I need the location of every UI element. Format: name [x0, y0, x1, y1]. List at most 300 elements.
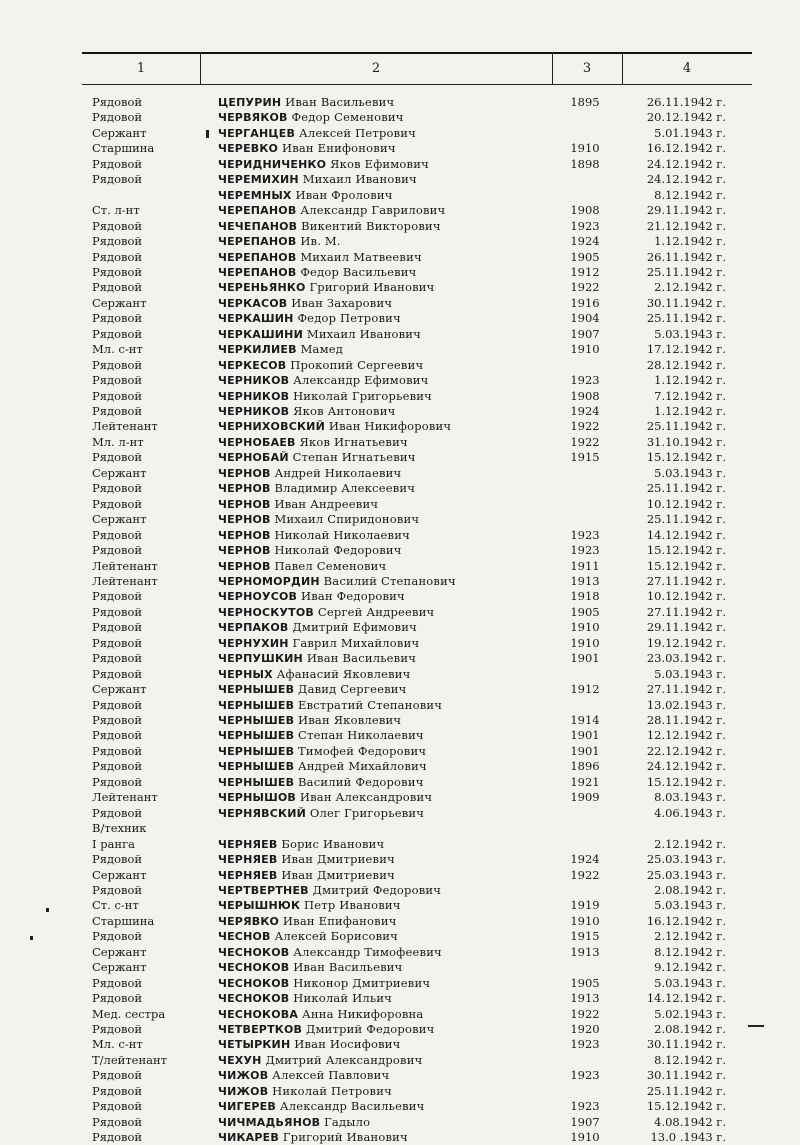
rank-cell: Рядовой: [92, 388, 143, 403]
name-cell: [218, 698, 558, 713]
given-names: Николай Николаевич: [274, 527, 410, 542]
rank-cell: Рядовой: [92, 1068, 143, 1083]
name-cell: [218, 234, 558, 249]
surname: ЧИЖОВ: [218, 1069, 269, 1083]
name-cell: [218, 419, 558, 434]
given-names: Василий Степанович: [323, 573, 456, 588]
given-names: Алексей Петрович: [298, 125, 416, 140]
birth-year-cell: 1907: [570, 326, 600, 341]
surname: ЧЕРНОМОРДИН: [218, 574, 320, 588]
birth-year-cell: 1916: [570, 295, 600, 310]
death-date-cell: 21.12.1942 г.: [646, 218, 726, 233]
given-names: Алексей Павлович: [272, 1068, 390, 1083]
name-cell: [218, 728, 558, 743]
birth-year-cell: 1907: [570, 1114, 600, 1129]
death-date-cell: 20.12.1942 г.: [646, 110, 726, 125]
rank-cell: Рядовой: [92, 481, 143, 496]
name-cell: [218, 868, 558, 883]
given-names: Андрей Николаевич: [274, 465, 402, 480]
surname: ЧЕРЫШНЮК: [218, 899, 301, 913]
name-cell: [218, 311, 558, 326]
rank-cell: Рядовой: [92, 805, 143, 820]
death-date-cell: 13.02.1943 г.: [646, 697, 726, 712]
rank-cell: Ст. с-нт: [92, 898, 139, 913]
death-date-cell: 27.11.1942 г.: [646, 573, 726, 588]
rank-cell: Рядовой: [92, 1022, 143, 1036]
name-cell: [218, 759, 558, 774]
given-names: Ив. М.: [300, 234, 341, 249]
surname: ЧЕРНУХИН: [218, 636, 289, 650]
surname: ЧИКАРЕВ: [218, 1131, 279, 1145]
rank-cell: Рядовой: [92, 759, 143, 774]
given-names: Давид Сергеевич: [298, 682, 407, 697]
surname: ЧЕРНОВ: [218, 497, 271, 511]
table-row: [0, 682, 800, 697]
death-date-cell: 14.12.1942 г.: [646, 991, 726, 1006]
table-row: [0, 126, 800, 141]
death-date-cell: 31.10.1942 г.: [646, 434, 726, 449]
name-cell: [218, 898, 558, 913]
birth-year-cell: 1923: [570, 373, 600, 388]
name-cell: [218, 265, 558, 280]
death-date-cell: 25.11.1942 г.: [646, 419, 726, 434]
table-row: [0, 296, 800, 311]
rank-cell: Рядовой: [92, 651, 143, 666]
birth-year-cell: 1922: [570, 280, 600, 295]
rank-cell: Ст. л-нт: [92, 203, 140, 218]
rank-cell: Сержант: [92, 944, 147, 959]
name-cell: [218, 667, 558, 682]
death-date-cell: 26.11.1942 г.: [646, 95, 726, 109]
rank-cell: Рядовой: [92, 882, 143, 897]
given-names: Иван Васильевич: [306, 651, 417, 666]
death-date-cell: 15.12.1942 г.: [646, 1099, 726, 1114]
death-date-cell: 24.12.1942 г.: [646, 156, 726, 171]
rank-cell: Рядовой: [92, 264, 143, 279]
death-date-cell: 25.03.1943 г.: [646, 852, 726, 867]
table-row: [0, 172, 800, 187]
death-date-cell: 24.12.1942 г.: [646, 759, 726, 774]
surname: ЧЕРТВЕРТНЕВ: [218, 883, 309, 897]
name-cell: [218, 713, 558, 728]
name-cell: [218, 389, 558, 404]
birth-year-cell: 1922: [570, 1006, 600, 1021]
rank-cell: Сержант: [92, 867, 147, 882]
table-row: [0, 219, 800, 234]
birth-year-cell: 1910: [570, 1130, 600, 1145]
given-names: Дмитрий Ефимович: [292, 620, 417, 635]
death-date-cell: 2.08.1942 г.: [654, 1022, 726, 1036]
birth-year-cell: 1913: [570, 573, 600, 588]
table-row: [0, 342, 800, 357]
given-names: Иван Дмитриевич: [281, 852, 395, 867]
table-row: [0, 806, 800, 821]
death-date-cell: 30.11.1942 г.: [646, 295, 726, 310]
surname: ЧЕРНЯВСКИЙ: [218, 806, 307, 820]
rank-cell: Рядовой: [92, 218, 143, 233]
name-cell: [218, 528, 558, 543]
surname: ЧЕСНОКОВ: [218, 976, 290, 990]
table-row: [0, 821, 800, 836]
name-cell: [218, 450, 558, 465]
rank-cell: Рядовой: [92, 404, 143, 418]
name-cell: [218, 358, 558, 373]
table-row: [0, 141, 800, 156]
death-date-cell: 1.12.1942 г.: [654, 404, 726, 418]
death-date-cell: 2.12.1942 г.: [654, 280, 726, 295]
table-row: [0, 95, 800, 110]
surname: ЧЕРЯВКО: [218, 914, 280, 928]
given-names: Евстратий Степанович: [298, 697, 443, 712]
table-row: [0, 589, 800, 604]
given-names: Иван Дмитриевич: [281, 867, 395, 882]
death-date-cell: 8.12.1942 г.: [654, 187, 726, 202]
table-row: [0, 435, 800, 450]
table-row: [0, 1115, 800, 1130]
name-cell: [218, 95, 558, 110]
death-date-cell: 5.03.1943 г.: [654, 326, 726, 341]
table-header: [82, 54, 752, 85]
surname: ЧЕСНОКОВА: [218, 1007, 299, 1021]
surname: ЧЕРНЫШЕВ: [218, 683, 295, 697]
name-cell: [218, 250, 558, 265]
rank-cell: Рядовой: [92, 774, 143, 789]
table-row: [0, 419, 800, 434]
name-cell: [218, 620, 558, 635]
birth-year-cell: 1912: [570, 682, 600, 697]
given-names: Михаил Спиридонович: [274, 512, 420, 527]
death-date-cell: 25.11.1942 г.: [646, 264, 726, 279]
given-names: Иван Андреевич: [274, 496, 379, 511]
death-date-cell: 25.11.1942 г.: [646, 311, 726, 326]
birth-year-cell: 1908: [570, 388, 600, 403]
name-cell: [218, 126, 558, 141]
name-cell: [218, 605, 558, 620]
surname: ЧЕРКАСОВ: [218, 296, 288, 310]
given-names: Афанасий Яковлевич: [276, 666, 411, 681]
death-date-cell: 16.12.1942 г.: [646, 141, 726, 156]
rank-cell: Рядовой: [92, 1114, 143, 1129]
death-date-cell: 27.11.1942 г.: [646, 682, 726, 697]
rank-cell: Рядовой: [92, 110, 143, 125]
rank-cell: Рядовой: [92, 666, 143, 681]
table-row: [0, 404, 800, 419]
ink-mark: [46, 908, 49, 912]
death-date-cell: 19.12.1942 г.: [646, 635, 726, 650]
death-date-cell: 4.06.1943 г.: [654, 805, 726, 820]
given-names: Владимир Алексеевич: [274, 481, 416, 496]
rank-cell: Старшина: [92, 913, 155, 928]
name-cell: [218, 280, 558, 295]
surname: ЧЕРНЫШЕВ: [218, 760, 295, 774]
ink-mark: [30, 936, 33, 940]
name-cell: [218, 589, 558, 604]
rank-cell: Рядовой: [92, 543, 143, 558]
given-names: Алексей Борисович: [274, 929, 398, 944]
surname: ЧЕРЕВКО: [218, 142, 279, 156]
table-row: [0, 203, 800, 218]
rank-cell: Рядовой: [92, 1130, 143, 1145]
rank-cell: Рядовой: [92, 156, 143, 171]
rank-cell: Рядовой: [92, 234, 143, 249]
rank-cell: Лейтенант: [92, 573, 158, 588]
surname: ЧЕРЕМИХИН: [218, 173, 299, 187]
surname: ЧЕРЕПАНОВ: [218, 204, 297, 218]
rank-cell: Рядовой: [92, 604, 143, 619]
table-row: [0, 837, 800, 852]
rank-cell: Сержант: [92, 125, 147, 140]
table-row: [0, 868, 800, 883]
table-row: [0, 1130, 800, 1145]
given-names: Федор Васильевич: [300, 264, 417, 279]
name-cell: [218, 976, 558, 991]
death-date-cell: 5.03.1943 г.: [654, 666, 726, 681]
given-names: Андрей Михайлович: [298, 759, 427, 774]
given-names: Григорий Иванович: [309, 280, 435, 295]
rank-cell: Рядовой: [92, 697, 143, 712]
death-date-cell: 5.02.1943 г.: [654, 1006, 726, 1021]
surname: ЧЕРНЫШЕВ: [218, 775, 295, 789]
header-col-4: 4: [682, 61, 692, 76]
surname: ЧЕРПУШКИН: [218, 652, 303, 666]
rank-cell: Мл. с-нт: [92, 342, 143, 357]
given-names: Дмитрий Федорович: [312, 882, 442, 897]
given-names: Олег Григорьевич: [309, 805, 425, 820]
surname: ЧЕРЕНЬЯНКО: [218, 281, 306, 295]
birth-year-cell: 1923: [570, 543, 600, 558]
table-row: [0, 713, 800, 728]
surname: ЧЕРНЫШЕВ: [218, 698, 295, 712]
surname: ЧЕРНОВ: [218, 528, 271, 542]
table-row: [0, 698, 800, 713]
death-date-cell: 22.12.1942 г.: [646, 743, 726, 758]
birth-year-cell: 1923: [570, 218, 600, 233]
table-row: [0, 790, 800, 805]
table-row: [0, 960, 800, 975]
table-row: [0, 914, 800, 929]
birth-year-cell: 1920: [570, 1022, 600, 1036]
name-cell: [218, 559, 558, 574]
rank-cell: Рядовой: [92, 852, 143, 867]
death-date-cell: 13.0 .1943 г.: [650, 1130, 726, 1145]
name-cell: [218, 296, 558, 311]
surname: ЧЕРПАКОВ: [218, 621, 289, 635]
name-cell: [218, 883, 558, 898]
birth-year-cell: 1913: [570, 944, 600, 959]
birth-year-cell: 1922: [570, 434, 600, 449]
given-names: Иван Захарович: [291, 295, 393, 310]
rank-cell: Рядовой: [92, 975, 143, 990]
death-date-cell: 28.11.1942 г.: [646, 713, 726, 727]
name-cell: [218, 543, 558, 558]
surname: ЧЕРНЫХ: [218, 667, 273, 681]
birth-year-cell: 1922: [570, 419, 600, 434]
rank-cell: Старшина: [92, 141, 155, 156]
ink-mark: [206, 130, 209, 138]
table-row: [0, 373, 800, 388]
death-date-cell: 4.08.1942 г.: [654, 1114, 726, 1129]
death-date-cell: 8.12.1942 г.: [654, 1052, 726, 1067]
birth-year-cell: 1896: [570, 759, 600, 774]
rank-cell: Лейтенант: [92, 558, 158, 573]
given-names: Михаил Иванович: [302, 172, 417, 187]
birth-year-cell: 1915: [570, 929, 600, 944]
given-names: Иван Александрович: [299, 790, 433, 805]
table-row: [0, 250, 800, 265]
table-row: [0, 481, 800, 496]
name-cell: [218, 852, 558, 867]
surname: ЧЕРНОБАЙ: [218, 451, 289, 465]
surname: ЧЕРКЕСОВ: [218, 358, 287, 372]
table-row: [0, 188, 800, 203]
surname: ЧЕРИДНИЧЕНКО: [218, 157, 327, 171]
rank-cell: Рядовой: [92, 991, 143, 1006]
surname: ЧЕСНОКОВ: [218, 945, 290, 959]
birth-year-cell: 1923: [570, 1068, 600, 1083]
table-row: [0, 976, 800, 991]
birth-year-cell: 1923: [570, 1099, 600, 1114]
birth-year-cell: 1912: [570, 264, 600, 279]
death-date-cell: 15.12.1942 г.: [646, 450, 726, 465]
death-date-cell: 10.12.1942 г.: [646, 589, 726, 604]
rank-cell: Рядовой: [92, 95, 143, 109]
rank-cell: В/техник: [92, 821, 147, 836]
surname: ЧЕСНОКОВ: [218, 992, 290, 1006]
name-cell: [218, 775, 558, 790]
rank-cell: Рядовой: [92, 249, 143, 264]
surname: ЧЕРЕПАНОВ: [218, 265, 297, 279]
name-cell: [218, 1053, 558, 1068]
name-cell: [218, 404, 558, 419]
rank-cell: Рядовой: [92, 326, 143, 341]
name-cell: [218, 1037, 558, 1052]
birth-year-cell: 1911: [570, 558, 600, 573]
rank-cell: Рядовой: [92, 450, 143, 465]
surname: ЧИЖОВ: [218, 1084, 269, 1098]
table-row: [0, 559, 800, 574]
death-date-cell: 2.12.1942 г.: [654, 836, 726, 851]
surname: ЧЕРНЯЕВ: [218, 868, 278, 882]
table-row: [0, 728, 800, 743]
given-names: Никонор Дмитриевич: [293, 975, 431, 990]
surname: ЧЕРКАШИНИ: [218, 327, 303, 341]
table-row: [0, 234, 800, 249]
given-names: Александр Тимофеевич: [293, 944, 442, 959]
given-names: Анна Никифоровна: [301, 1006, 424, 1021]
name-cell: [218, 157, 558, 172]
given-names: Иван Федорович: [300, 589, 405, 604]
death-date-cell: 14.12.1942 г.: [646, 527, 726, 542]
rank-cell: Мл. л-нт: [92, 434, 144, 449]
birth-year-cell: 1905: [570, 249, 600, 264]
name-cell: [218, 636, 558, 651]
birth-year-cell: 1905: [570, 604, 600, 619]
rank-cell: Рядовой: [92, 743, 143, 758]
name-cell: [218, 744, 558, 759]
table-row: [0, 898, 800, 913]
table-row: [0, 1022, 800, 1037]
name-cell: [218, 837, 558, 852]
rank-cell: Сержант: [92, 295, 147, 310]
table-row: [0, 157, 800, 172]
given-names: Гаврил Михайлович: [292, 635, 420, 650]
name-cell: [218, 991, 558, 1006]
death-date-cell: 29.11.1942 г.: [646, 203, 726, 218]
birth-year-cell: 1898: [570, 156, 600, 171]
surname: ЧЕТВЕРТКОВ: [218, 1023, 303, 1036]
table-row: [0, 1099, 800, 1114]
surname: ЧЕРКАШИН: [218, 312, 294, 326]
death-date-cell: 5.03.1943 г.: [654, 975, 726, 990]
given-names: Федор Петрович: [297, 311, 401, 326]
rank-cell: Рядовой: [92, 357, 143, 372]
birth-year-cell: 1908: [570, 203, 600, 218]
rank-cell: Сержант: [92, 682, 147, 697]
surname: ЧЕРНЫШОВ: [218, 791, 296, 805]
table-row: [0, 636, 800, 651]
name-cell: [218, 188, 558, 203]
table-row: [0, 1007, 800, 1022]
rank-cell: Рядовой: [92, 728, 143, 743]
rank-cell: Сержант: [92, 960, 147, 975]
death-date-cell: 26.11.1942 г.: [646, 249, 726, 264]
given-names: Петр Иванович: [304, 898, 401, 913]
given-names: Иван Иосифович: [294, 1037, 401, 1052]
header-col-2: 2: [371, 61, 381, 76]
birth-year-cell: 1910: [570, 141, 600, 156]
death-date-cell: 15.12.1942 г.: [646, 558, 726, 573]
birth-year-cell: 1919: [570, 898, 600, 913]
death-date-cell: 28.12.1942 г.: [646, 357, 726, 372]
death-date-cell: 12.12.1942 г.: [646, 728, 726, 743]
table-row: [0, 358, 800, 373]
death-date-cell: 1.12.1942 г.: [654, 373, 726, 388]
given-names: Федор Семенович: [291, 110, 404, 125]
given-names: Михаил Матвеевич: [300, 249, 422, 264]
table-row: [0, 945, 800, 960]
surname: ЧЕРНОВ: [218, 559, 271, 573]
surname: ЧЕРНОБАЕВ: [218, 435, 296, 449]
rank-cell: Рядовой: [92, 373, 143, 388]
surname: ЧЕТЫРКИН: [218, 1038, 291, 1052]
name-cell: [218, 497, 558, 512]
given-names: Степан Игнатьевич: [292, 450, 416, 465]
birth-year-cell: 1901: [570, 651, 600, 666]
rank-cell: Рядовой: [92, 589, 143, 604]
header-col-1: 1: [136, 61, 146, 76]
surname: ЧЕРВЯКОВ: [218, 111, 288, 125]
birth-year-cell: 1924: [570, 404, 600, 418]
given-names: Яков Антонович: [293, 404, 396, 418]
name-cell: [218, 1115, 558, 1130]
birth-year-cell: 1910: [570, 342, 600, 357]
table-row: [0, 512, 800, 527]
table-row: [0, 497, 800, 512]
birth-year-cell: 1905: [570, 975, 600, 990]
table-row: [0, 574, 800, 589]
given-names: Николай Федорович: [274, 543, 402, 558]
name-cell: [218, 806, 558, 821]
death-date-cell: 16.12.1942 г.: [646, 913, 726, 928]
death-date-cell: 25.11.1942 г.: [646, 1083, 726, 1098]
surname: ЧЕРНЯЕВ: [218, 837, 278, 851]
name-cell: [218, 1022, 558, 1037]
surname: ЧЕСНОВ: [218, 930, 271, 944]
given-names: Александр Гаврилович: [300, 203, 446, 218]
surname: ЧЕСНОКОВ: [218, 961, 290, 975]
birth-year-cell: 1901: [570, 743, 600, 758]
given-names: Иван Яковлевич: [298, 713, 402, 727]
